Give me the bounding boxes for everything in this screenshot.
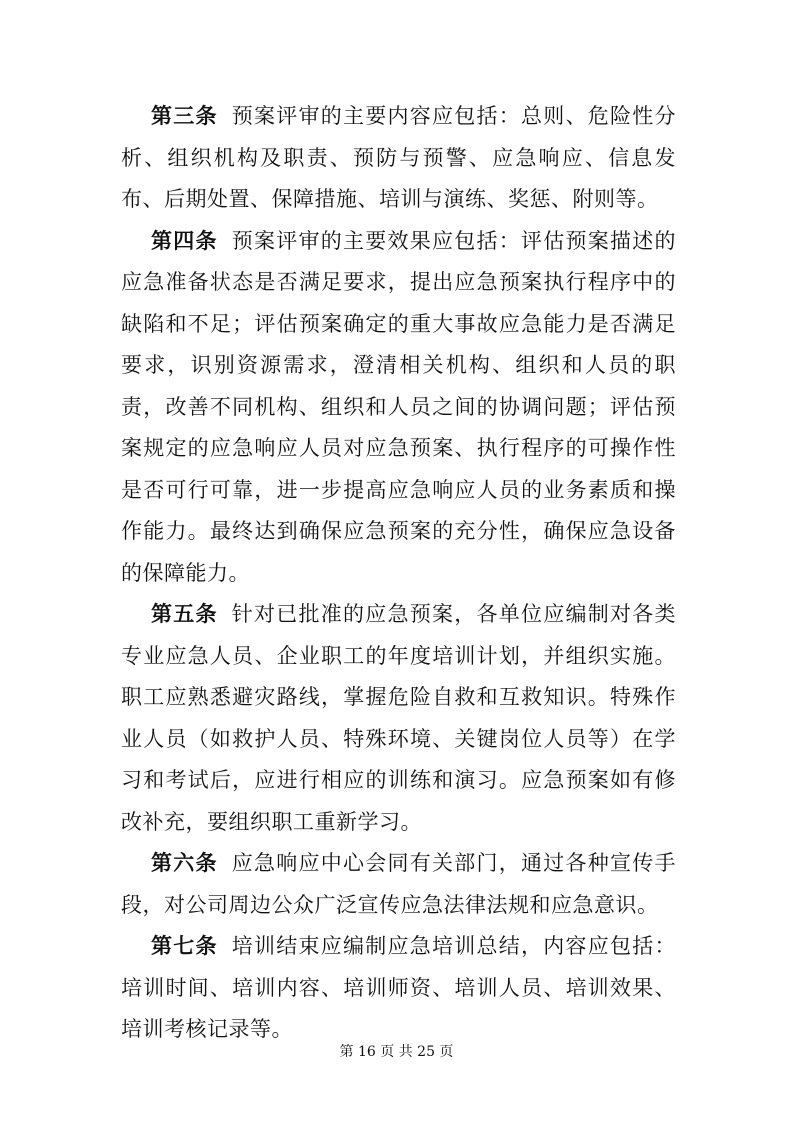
article-7 [121,926,676,1051]
article-3 [121,96,676,221]
article-6 [121,843,676,926]
article-7-text: 培训结束应编制应急培训总结，内容应包括：培训时间、培训内容、培训师资、培训人员、培训效果、培训考核记录等。 [121,934,676,1041]
article-6-text: 应急响应中心会同有关部门，通过各种宣传手段，对公司周边公众广泛宣传应急法律法规和应急意识。 [121,851,676,917]
article-5-text: 针对已批准的应急预案，各单位应编制对各类专业应急人员、企业职工的年度培训计划，并组织实施。职工应熟悉避灾路线，掌握危险自救和互救知识。特殊作业人员（如救护人员、特殊环境、关键岗位人员等）在学习和考试后，应进行相应的训练和演习。应急预案如有修改补充，要组织职工重新学习。 [121,602,676,834]
article-5-lead: 第五条 [151,602,218,626]
article-3-text: 预案评审的主要内容应包括：总则、危险性分析、组织机构及职责、预防与预警、应急响应、信息发布、后期处置、保障措施、培训与演练、奖惩、附则等。 [121,104,676,211]
article-6-lead: 第六条 [151,851,218,875]
page-number-footer: 第 16 页 共 25 页 [339,1044,454,1060]
article-5 [121,594,676,843]
article-3-lead: 第三条 [151,104,218,128]
document-body [121,96,676,1051]
article-7-lead: 第七条 [151,934,218,958]
article-4-lead: 第四条 [151,228,218,253]
article-4 [121,221,676,595]
article-4-text: 预案评审的主要效果应包括：评估预案描述的应急准备状态是否满足要求，提出应急预案执行程序中的缺陷和不足；评估预案确定的重大事故应急能力是否满足要求，识别资源需求，澄清相关机构、组织和人员的职责，改善不同机构、组织和人员之间的协调问题；评估预案规定的应急响应人员对应急预案、执行程序的可操作性是否可行可靠，进一步提高应急响应人员的业务素质和操作能力。最终达到确保应急预案的充分性，确保应急设备的保障能力。 [121,228,676,585]
